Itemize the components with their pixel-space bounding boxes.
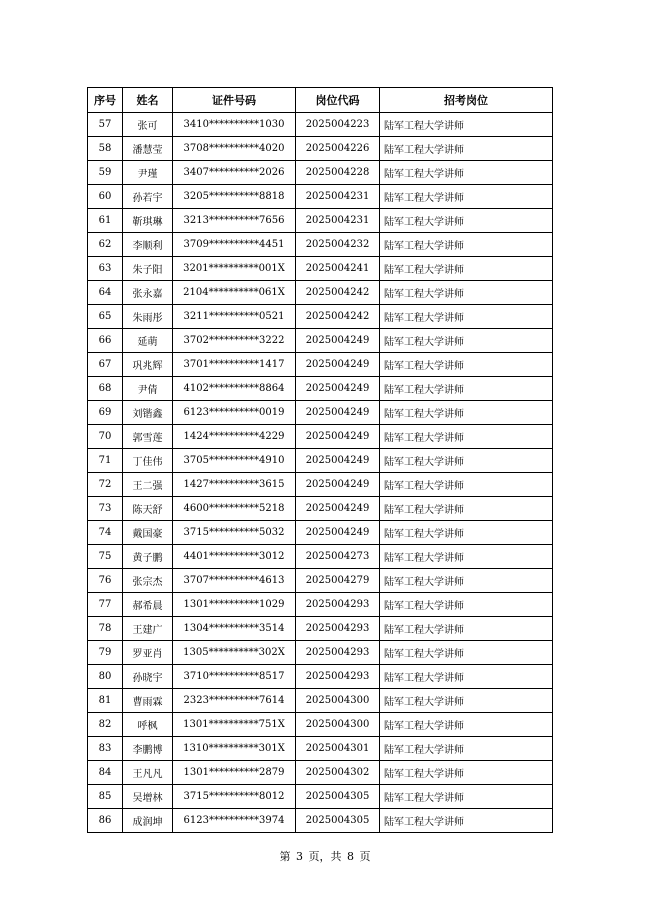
cell-id-number: 1301**********1029 bbox=[173, 593, 296, 617]
cell-name: 陈天舒 bbox=[123, 497, 173, 521]
cell-id-number: 6123**********0019 bbox=[173, 401, 296, 425]
cell-name: 黄子鹏 bbox=[123, 545, 173, 569]
cell-post-code: 2025004249 bbox=[296, 425, 380, 449]
table-row bbox=[88, 233, 553, 257]
cell-serial-number: 57 bbox=[88, 113, 123, 137]
cell-post-code: 2025004301 bbox=[296, 737, 380, 761]
cell-post-code: 2025004231 bbox=[296, 209, 380, 233]
cell-name: 罗亚肖 bbox=[123, 641, 173, 665]
table-row bbox=[88, 809, 553, 833]
cell-name: 朱子阳 bbox=[123, 257, 173, 281]
cell-serial-number: 64 bbox=[88, 281, 123, 305]
cell-post-code: 2025004293 bbox=[296, 665, 380, 689]
cell-id-number: 3715**********8012 bbox=[173, 785, 296, 809]
cell-id-number: 1304**********3514 bbox=[173, 617, 296, 641]
cell-serial-number: 60 bbox=[88, 185, 123, 209]
cell-post-title: 陆军工程大学讲师 bbox=[380, 281, 553, 305]
cell-name: 张宗杰 bbox=[123, 569, 173, 593]
cell-name: 成润坤 bbox=[123, 809, 173, 833]
cell-name: 李顺利 bbox=[123, 233, 173, 257]
cell-post-title: 陆军工程大学讲师 bbox=[380, 545, 553, 569]
cell-id-number: 1305**********302X bbox=[173, 641, 296, 665]
cell-post-title: 陆军工程大学讲师 bbox=[380, 689, 553, 713]
table-row bbox=[88, 641, 553, 665]
cell-id-number: 2323**********7614 bbox=[173, 689, 296, 713]
cell-post-title: 陆军工程大学讲师 bbox=[380, 233, 553, 257]
cell-name: 戴国豪 bbox=[123, 521, 173, 545]
cell-serial-number: 76 bbox=[88, 569, 123, 593]
cell-serial-number: 69 bbox=[88, 401, 123, 425]
cell-name: 朱雨彤 bbox=[123, 305, 173, 329]
cell-post-title: 陆军工程大学讲师 bbox=[380, 185, 553, 209]
cell-serial-number: 81 bbox=[88, 689, 123, 713]
cell-post-code: 2025004232 bbox=[296, 233, 380, 257]
cell-post-code: 2025004302 bbox=[296, 761, 380, 785]
cell-name: 延萌 bbox=[123, 329, 173, 353]
cell-name: 孙晓宇 bbox=[123, 665, 173, 689]
table-row bbox=[88, 329, 553, 353]
table-row bbox=[88, 473, 553, 497]
cell-serial-number: 61 bbox=[88, 209, 123, 233]
cell-id-number: 3410**********1030 bbox=[173, 113, 296, 137]
cell-name: 尹倩 bbox=[123, 377, 173, 401]
table-body bbox=[88, 113, 553, 833]
cell-post-title: 陆军工程大学讲师 bbox=[380, 497, 553, 521]
cell-post-code: 2025004300 bbox=[296, 713, 380, 737]
table-row bbox=[88, 209, 553, 233]
table-row bbox=[88, 521, 553, 545]
cell-post-code: 2025004249 bbox=[296, 497, 380, 521]
table-row bbox=[88, 497, 553, 521]
cell-post-title: 陆军工程大学讲师 bbox=[380, 113, 553, 137]
cell-id-number: 4102**********8864 bbox=[173, 377, 296, 401]
table-row bbox=[88, 545, 553, 569]
cell-name: 郝希晨 bbox=[123, 593, 173, 617]
cell-post-title: 陆军工程大学讲师 bbox=[380, 665, 553, 689]
cell-post-title: 陆军工程大学讲师 bbox=[380, 257, 553, 281]
cell-name: 郭雪莲 bbox=[123, 425, 173, 449]
cell-id-number: 1427**********3615 bbox=[173, 473, 296, 497]
cell-name: 靳琪琳 bbox=[123, 209, 173, 233]
cell-post-code: 2025004223 bbox=[296, 113, 380, 137]
cell-id-number: 1310**********301X bbox=[173, 737, 296, 761]
cell-serial-number: 84 bbox=[88, 761, 123, 785]
cell-id-number: 3213**********7656 bbox=[173, 209, 296, 233]
cell-post-title: 陆军工程大学讲师 bbox=[380, 641, 553, 665]
cell-serial-number: 58 bbox=[88, 137, 123, 161]
header-post-code: 岗位代码 bbox=[296, 88, 380, 113]
cell-post-title: 陆军工程大学讲师 bbox=[380, 761, 553, 785]
cell-post-code: 2025004249 bbox=[296, 353, 380, 377]
cell-name: 尹瑾 bbox=[123, 161, 173, 185]
cell-post-title: 陆军工程大学讲师 bbox=[380, 161, 553, 185]
cell-serial-number: 73 bbox=[88, 497, 123, 521]
cell-post-title: 陆军工程大学讲师 bbox=[380, 377, 553, 401]
cell-post-code: 2025004300 bbox=[296, 689, 380, 713]
cell-post-code: 2025004231 bbox=[296, 185, 380, 209]
cell-post-code: 2025004242 bbox=[296, 281, 380, 305]
table-row bbox=[88, 593, 553, 617]
cell-id-number: 3211**********0521 bbox=[173, 305, 296, 329]
cell-post-title: 陆军工程大学讲师 bbox=[380, 473, 553, 497]
cell-id-number: 4401**********3012 bbox=[173, 545, 296, 569]
cell-id-number: 2104**********061X bbox=[173, 281, 296, 305]
cell-post-code: 2025004249 bbox=[296, 329, 380, 353]
cell-id-number: 3205**********8818 bbox=[173, 185, 296, 209]
cell-post-code: 2025004249 bbox=[296, 449, 380, 473]
cell-id-number: 3715**********5032 bbox=[173, 521, 296, 545]
table-row bbox=[88, 449, 553, 473]
cell-post-title: 陆军工程大学讲师 bbox=[380, 209, 553, 233]
cell-id-number: 3708**********4020 bbox=[173, 137, 296, 161]
table-row bbox=[88, 785, 553, 809]
cell-id-number: 3702**********3222 bbox=[173, 329, 296, 353]
cell-id-number: 3201**********001X bbox=[173, 257, 296, 281]
cell-post-title: 陆军工程大学讲师 bbox=[380, 785, 553, 809]
table-row bbox=[88, 161, 553, 185]
table-row bbox=[88, 737, 553, 761]
cell-post-title: 陆军工程大学讲师 bbox=[380, 713, 553, 737]
table-row bbox=[88, 713, 553, 737]
cell-serial-number: 77 bbox=[88, 593, 123, 617]
cell-post-title: 陆军工程大学讲师 bbox=[380, 425, 553, 449]
cell-post-code: 2025004305 bbox=[296, 785, 380, 809]
cell-name: 曹雨霖 bbox=[123, 689, 173, 713]
cell-post-title: 陆军工程大学讲师 bbox=[380, 137, 553, 161]
cell-serial-number: 85 bbox=[88, 785, 123, 809]
cell-serial-number: 72 bbox=[88, 473, 123, 497]
table-row bbox=[88, 689, 553, 713]
cell-serial-number: 80 bbox=[88, 665, 123, 689]
cell-serial-number: 86 bbox=[88, 809, 123, 833]
table-row bbox=[88, 377, 553, 401]
cell-serial-number: 75 bbox=[88, 545, 123, 569]
header-id-number: 证件号码 bbox=[173, 88, 296, 113]
cell-serial-number: 59 bbox=[88, 161, 123, 185]
cell-serial-number: 65 bbox=[88, 305, 123, 329]
table-row bbox=[88, 401, 553, 425]
cell-name: 李鹏博 bbox=[123, 737, 173, 761]
cell-post-code: 2025004249 bbox=[296, 377, 380, 401]
cell-post-title: 陆军工程大学讲师 bbox=[380, 329, 553, 353]
table-row bbox=[88, 665, 553, 689]
cell-post-title: 陆军工程大学讲师 bbox=[380, 809, 553, 833]
cell-serial-number: 62 bbox=[88, 233, 123, 257]
cell-post-title: 陆军工程大学讲师 bbox=[380, 449, 553, 473]
cell-id-number: 3407**********2026 bbox=[173, 161, 296, 185]
cell-post-code: 2025004279 bbox=[296, 569, 380, 593]
cell-serial-number: 82 bbox=[88, 713, 123, 737]
cell-post-code: 2025004305 bbox=[296, 809, 380, 833]
cell-post-title: 陆军工程大学讲师 bbox=[380, 521, 553, 545]
cell-name: 吴增林 bbox=[123, 785, 173, 809]
table-row bbox=[88, 185, 553, 209]
table-row bbox=[88, 569, 553, 593]
table-row bbox=[88, 281, 553, 305]
cell-name: 丁佳伟 bbox=[123, 449, 173, 473]
cell-serial-number: 71 bbox=[88, 449, 123, 473]
header-post-title: 招考岗位 bbox=[380, 88, 553, 113]
cell-serial-number: 83 bbox=[88, 737, 123, 761]
cell-name: 巩兆辉 bbox=[123, 353, 173, 377]
cell-id-number: 1424**********4229 bbox=[173, 425, 296, 449]
cell-id-number: 6123**********3974 bbox=[173, 809, 296, 833]
cell-serial-number: 66 bbox=[88, 329, 123, 353]
candidate-table bbox=[87, 87, 553, 833]
cell-serial-number: 67 bbox=[88, 353, 123, 377]
cell-post-code: 2025004273 bbox=[296, 545, 380, 569]
cell-name: 刘锴鑫 bbox=[123, 401, 173, 425]
cell-post-title: 陆军工程大学讲师 bbox=[380, 305, 553, 329]
cell-name: 潘慧莹 bbox=[123, 137, 173, 161]
cell-id-number: 1301**********2879 bbox=[173, 761, 296, 785]
cell-id-number: 3701**********1417 bbox=[173, 353, 296, 377]
table-header bbox=[88, 88, 553, 113]
table-row bbox=[88, 761, 553, 785]
cell-post-title: 陆军工程大学讲师 bbox=[380, 737, 553, 761]
cell-name: 王二强 bbox=[123, 473, 173, 497]
cell-serial-number: 70 bbox=[88, 425, 123, 449]
table-row bbox=[88, 425, 553, 449]
header-serial-number: 序号 bbox=[88, 88, 123, 113]
cell-id-number: 3705**********4910 bbox=[173, 449, 296, 473]
cell-name: 呼枫 bbox=[123, 713, 173, 737]
cell-post-title: 陆军工程大学讲师 bbox=[380, 593, 553, 617]
cell-name: 王建广 bbox=[123, 617, 173, 641]
header-row bbox=[88, 88, 553, 113]
cell-name: 孙若宇 bbox=[123, 185, 173, 209]
cell-serial-number: 79 bbox=[88, 641, 123, 665]
cell-post-code: 2025004293 bbox=[296, 641, 380, 665]
cell-post-title: 陆军工程大学讲师 bbox=[380, 401, 553, 425]
table-row bbox=[88, 353, 553, 377]
cell-post-code: 2025004249 bbox=[296, 473, 380, 497]
cell-post-code: 2025004249 bbox=[296, 521, 380, 545]
cell-post-code: 2025004293 bbox=[296, 593, 380, 617]
cell-id-number: 4600**********5218 bbox=[173, 497, 296, 521]
cell-id-number: 3707**********4613 bbox=[173, 569, 296, 593]
cell-post-title: 陆军工程大学讲师 bbox=[380, 353, 553, 377]
cell-post-code: 2025004226 bbox=[296, 137, 380, 161]
cell-id-number: 3710**********8517 bbox=[173, 665, 296, 689]
cell-post-code: 2025004249 bbox=[296, 401, 380, 425]
cell-post-code: 2025004242 bbox=[296, 305, 380, 329]
cell-serial-number: 63 bbox=[88, 257, 123, 281]
cell-name: 张可 bbox=[123, 113, 173, 137]
table-row bbox=[88, 305, 553, 329]
table-row bbox=[88, 257, 553, 281]
page-number-footer: 第 3 页，共 8 页 bbox=[279, 850, 371, 863]
cell-serial-number: 78 bbox=[88, 617, 123, 641]
cell-post-title: 陆军工程大学讲师 bbox=[380, 569, 553, 593]
table-row bbox=[88, 137, 553, 161]
cell-name: 张永嘉 bbox=[123, 281, 173, 305]
table-row bbox=[88, 113, 553, 137]
cell-post-title: 陆军工程大学讲师 bbox=[380, 617, 553, 641]
table-row bbox=[88, 617, 553, 641]
cell-serial-number: 74 bbox=[88, 521, 123, 545]
header-name: 姓名 bbox=[123, 88, 173, 113]
cell-post-code: 2025004228 bbox=[296, 161, 380, 185]
cell-id-number: 3709**********4451 bbox=[173, 233, 296, 257]
cell-post-code: 2025004293 bbox=[296, 617, 380, 641]
cell-post-code: 2025004241 bbox=[296, 257, 380, 281]
cell-name: 王凡凡 bbox=[123, 761, 173, 785]
cell-serial-number: 68 bbox=[88, 377, 123, 401]
cell-id-number: 1301**********751X bbox=[173, 713, 296, 737]
